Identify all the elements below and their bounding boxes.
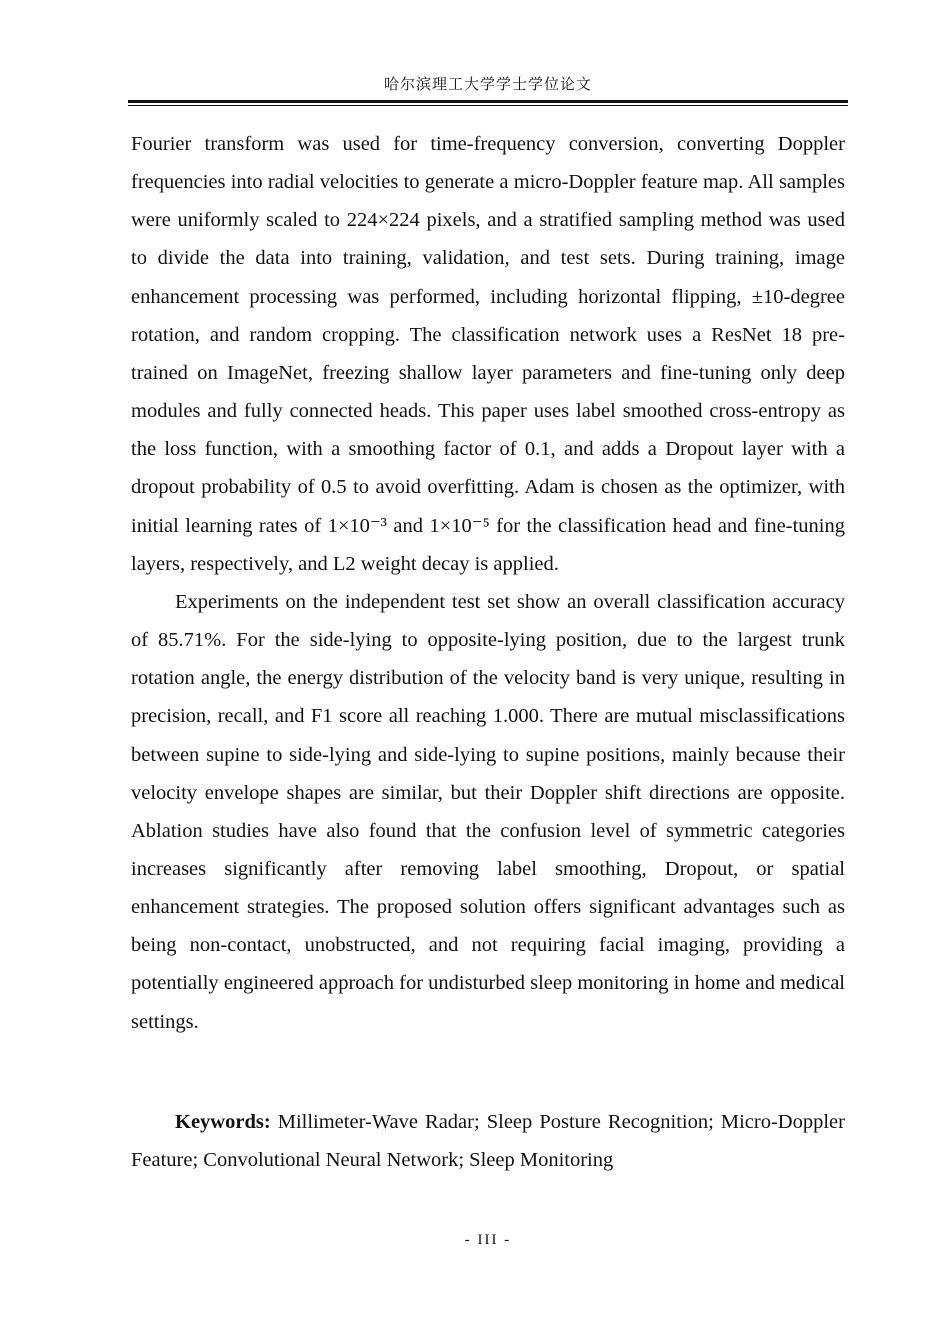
abstract-body: [131, 125, 845, 1041]
keywords-line: [131, 1103, 845, 1179]
abstract-paragraph-1: Fourier transform was used for time-frequency conversion, converting Doppler frequencies into radial velocities to generate a micro-Doppler feature map. All samples were uniformly scaled to 224×224 pixels, and a stratified sampling method was used to divide the data into training, validation, and test sets. During training, image enhancement processing was performed, including horizontal flipping, ±10-degree rotation, and random cropping. The classification network uses a ResNet 18 pre-trained on ImageNet, freezing shallow layer parameters and fine-tuning only deep modules and fully connected heads. This paper uses label smoothed cross-entropy as the loss function, with a smoothing factor of 0.1, and adds a Dropout layer with a dropout probability of 0.5 to avoid overfitting. Adam is chosen as the optimizer, with initial learning rates of 1×10⁻³ and 1×10⁻⁵ for the classification head and fine-tuning layers, respectively, and L2 weight decay is applied.: [131, 133, 845, 575]
abstract-paragraph-2: Experiments on the independent test set show an overall classification accuracy of 85.71%. For the side-lying to opposite-lying position, due to the largest trunk rotation angle, the energy distribution of the velocity band is very unique, resulting in precision, recall, and F1 score all reaching 1.000. There are mutual misclassifications between supine to side-lying and side-lying to supine positions, mainly because their velocity envelope shapes are similar, but their Doppler shift directions are opposite. Ablation studies have also found that the confusion level of symmetric categories increases significantly after removing label smoothing, Dropout, or spatial enhancement strategies. The proposed solution offers significant advantages such as being non-contact, unobstructed, and not requiring facial imaging, providing a potentially engineered approach for undisturbed sleep monitoring in home and medical settings.: [131, 590, 845, 1033]
keywords-label: Keywords:: [175, 1111, 271, 1133]
running-header: 哈尔滨理工大学学士学位论文: [383, 75, 592, 93]
keywords-text: Millimeter-Wave Radar; Sleep Posture Recognition; Micro-Doppler Feature; Convolutional Neural Network; Sleep Monitoring: [131, 1111, 845, 1171]
page-number: - III -: [464, 1232, 512, 1248]
header-rule-thick: [128, 100, 848, 103]
header-rule-thin: [128, 105, 848, 106]
